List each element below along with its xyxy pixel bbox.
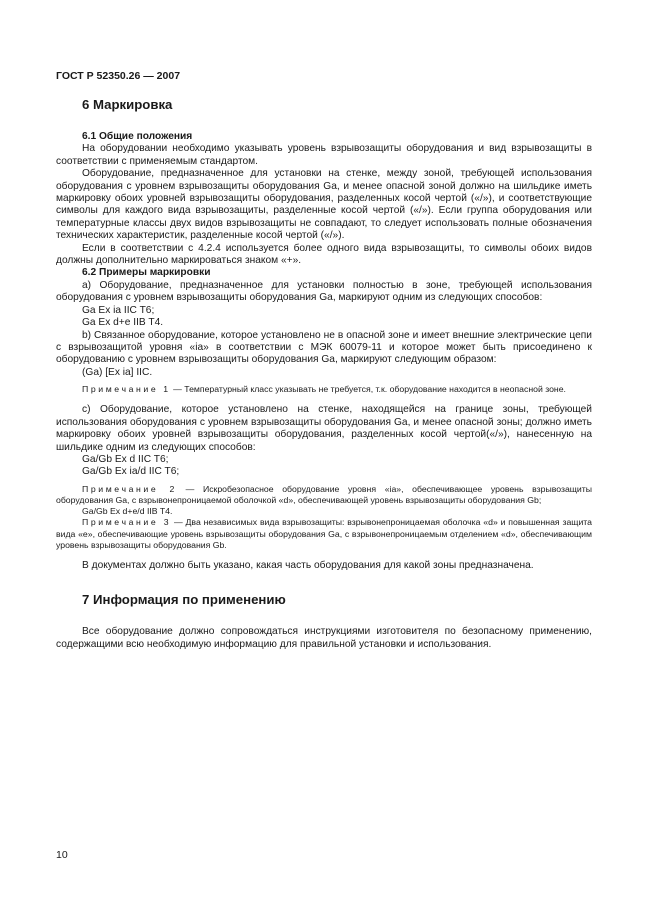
marking-example: Ga/Gb Ex d+e/d IIB T4.	[82, 506, 173, 517]
marking-example: Ga Ex ia IIC T6;	[82, 304, 155, 316]
page-number: 10	[56, 849, 68, 861]
marking-example: Ga Ex d+e IIB T4.	[82, 317, 164, 329]
note-2	[56, 484, 592, 506]
note-1	[56, 384, 592, 395]
paragraph: Оборудование, предназначенное для установки на стенке, между зоной, требующей использования оборудования с уровнем взрывозащиты оборудования Ga, и менее опасной зоной должно на шильдике иметь маркировку обоих уровней взрывозащиты оборудования, разделенных косой чертой («/»), и соответствующие символы для каждого вида взрывозащиты, разделенные косой чертой («/»). Если группа оборудования или температурные классы двух видов взрывозащиты не совпадают, то следует использовать полные обозначения технических характеристик, разделенные косой чертой («/»).	[56, 168, 592, 242]
marking-example: Ga/Gb Ex d IIC T6;	[82, 453, 169, 465]
paragraph: a) Оборудование, предназначенное для установки полностью в зоне, требующей использования оборудования с уровнем взрывозащиты оборудования Ga, маркируют одним из следующих способов:	[56, 279, 592, 304]
note-label: Примечание 1	[82, 384, 171, 395]
section-6-title: 6 Маркировка	[82, 97, 173, 112]
paragraph: Если в соответствии с 4.2.4 используется более одного вида взрывозащиты, то символы обоих видов должны дополнительно маркироваться знаком «+».	[56, 242, 592, 267]
subsection-6-2-title: 6.2 Примеры маркировки	[82, 267, 211, 279]
paragraph: На оборудовании необходимо указывать уровень взрывозащиты оборудования и вид взрывозащиты в соответствии с применяемым стандартом.	[56, 143, 592, 167]
note-text: — Температурный класс указывать не требуется, т.к. оборудование находится в неопасной зоне.	[170, 384, 566, 395]
note-text: — Два независимых вида взрывозащиты: взрывонепроницаемая оболочка «d» и повышенная защита вида «e», обеспечивающие уровень взрывозащиты оборудования Ga, с взрывонепроницаемым отделением «d», обеспечивающим уровень взрывозащиты оборудования Gb.	[56, 517, 593, 550]
marking-example: (Ga) [Ex ia] IIC.	[82, 366, 153, 378]
note-text: — Искробезопасное оборудование уровня «ia», обеспечивающее уровень взрывозащиты оборудования Ga, с взрывонепроницаемой оболочкой «d», обеспечивающей уровень взрывозащиты оборудования Gb;	[56, 483, 593, 505]
paragraph: c) Оборудование, которое установлено на стенке, находящейся на границе зоны, требующей использования оборудования с уровнем взрывозащиты оборудования Ga, и менее опасной зоны; должно иметь маркировку обоих уровней взрывозащиты оборудования, разделенных косой чертой(«/»), нанесенную на шильдике одним из следующих способов:	[56, 404, 592, 453]
document-header: ГОСТ Р 52350.26 — 2007	[56, 70, 181, 82]
section-7-title: 7 Информация по применению	[82, 592, 286, 608]
subsection-6-1-title: 6.1 Общие положения	[82, 131, 193, 142]
marking-example: Ga/Gb Ex ia/d IIC T6;	[82, 466, 180, 478]
paragraph: Все оборудование должно сопровождаться инструкциями изготовителя по безопасному применению, содержащими всю необходимую информацию для правильной установки и использования.	[56, 626, 592, 650]
document-body	[56, 97, 592, 651]
paragraph: В документах должно быть указано, какая часть оборудования для какой зоны предназначена.	[82, 559, 534, 571]
paragraph: b) Связанное оборудование, которое установлено не в опасной зоне и имеет внешние электрические цепи с взрывозащитой уровня «ia» в соответствии с МЭК 60079-11 и которое может быть присоединено к оборудованию с уровнем взрывозащиты оборудования Ga, маркируют следующим образом:	[56, 329, 592, 366]
note-label: Примечание 2	[82, 483, 177, 494]
note-label: Примечание 3	[82, 517, 172, 528]
note-3	[56, 517, 592, 551]
